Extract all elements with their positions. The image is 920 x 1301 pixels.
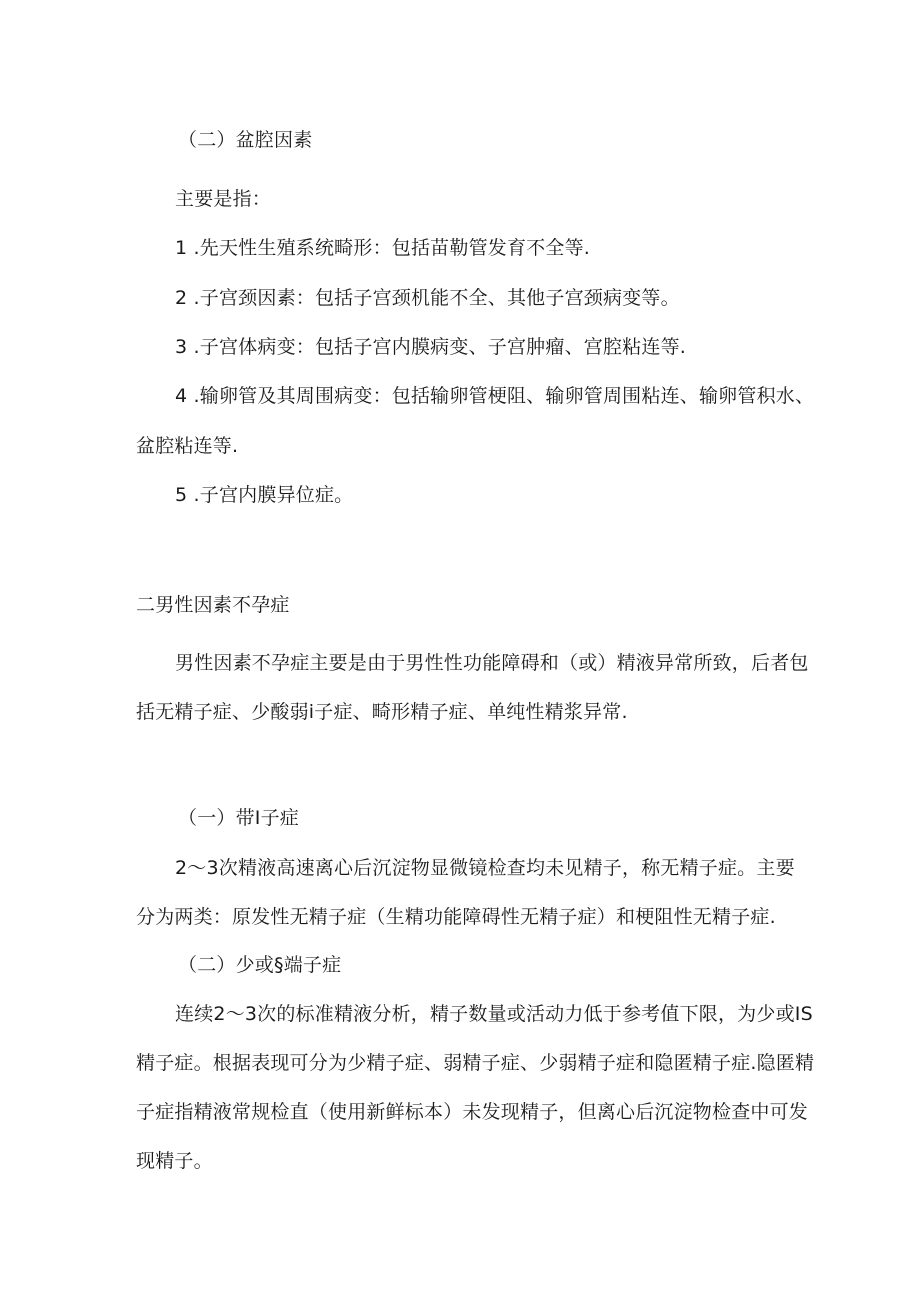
paragraph-oligospermia-line-4: 现精子。 xyxy=(136,1150,213,1172)
list-item-2: 2 .子宫颈因素：包括子宫颈机能不全、其他子宫颈病变等。 xyxy=(175,287,680,309)
paragraph-azoospermia-line-2: 分为两类：原发性无精子症（生精功能障碍性无精子症）和梗阻性无精子症. xyxy=(136,906,776,928)
list-item-1: 1 .先天性生殖系统畸形：包括苗勒管发育不全等. xyxy=(175,237,591,259)
section-heading-pelvic-factors: （二）盆腔因素 xyxy=(178,129,313,151)
intro-text: 主要是指： xyxy=(175,188,272,210)
list-item-4: 4 .输卵管及其周围病变：包括输卵管梗阻、输卵管周围粘连、输卵管积水、 xyxy=(175,385,815,407)
paragraph-male-line-2: 括无精子症、少酸弱i子症、畸形精子症、单纯性精浆异常. xyxy=(136,701,628,723)
list-item-5: 5 .子宫内膜异位症。 xyxy=(175,484,354,506)
paragraph-oligospermia-line-1: 连续2～3次的标准精液分析，精子数量或活动力低于参考值下限，为少或IS xyxy=(175,1003,813,1025)
subheading-azoospermia: （一）带I子症 xyxy=(178,807,300,829)
paragraph-oligospermia-line-2: 精子症。根据表现可分为少精子症、弱精子症、少弱精子症和隐匿精子症.隐匿精 xyxy=(136,1052,815,1074)
subheading-oligospermia: （二）少或§端子症 xyxy=(178,954,342,976)
list-item-3: 3 .子宫体病变：包括子宫内膜病变、子宫肿瘤、宫腔粘连等. xyxy=(175,336,687,358)
paragraph-oligospermia-line-3: 子症指精液常规检直（使用新鲜标本）未发现精子，但离心后沉淀物检查中可发 xyxy=(136,1101,809,1123)
list-item-4-continued: 盆腔粘连等. xyxy=(136,435,239,457)
section-heading-male-factors: 二男性因素不孕症 xyxy=(136,594,290,616)
paragraph-male-line-1: 男性因素不孕症主要是由于男性性功能障碍和（或）精液异常所致，后者包 xyxy=(175,652,809,674)
paragraph-azoospermia-line-1: 2～3次精液高速离心后沉淀物显微镜检查均未见精子，称无精子症。主要 xyxy=(175,857,795,879)
